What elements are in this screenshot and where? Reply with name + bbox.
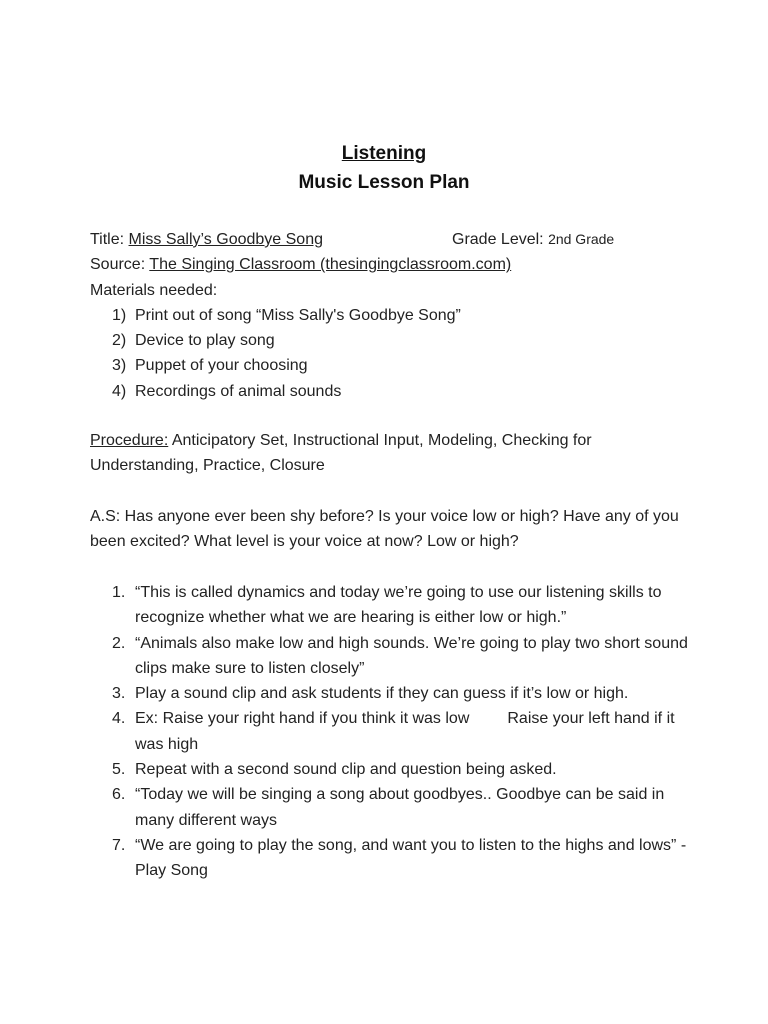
list-item [90, 580, 690, 631]
list-number: 2) [112, 332, 127, 350]
doc-heading-listening: Listening [341, 143, 427, 164]
list-text: “Today we will be singing a song about goodbyes.. Goodbye can be said in many different ways [135, 786, 665, 829]
procedure-paragraph [90, 428, 690, 479]
list-number: 3. [112, 685, 126, 703]
materials-label: Materials needed: [90, 281, 218, 299]
list-item [90, 379, 690, 404]
list-text: Print out of song “Miss Sally's Goodbye Song” [135, 306, 461, 324]
list-number: 3) [112, 357, 127, 375]
grade-label: Grade Level: [452, 231, 549, 248]
list-item [90, 328, 690, 353]
doc-heading-lesson-plan: Music Lesson Plan [298, 172, 470, 193]
list-item [90, 706, 690, 757]
list-text: Device to play song [135, 332, 275, 350]
list-text-continued: Raise your left hand if it was high [135, 710, 675, 753]
list-number: 7. [112, 836, 126, 854]
source-value: The Singing Classroom (thesingingclassroom.com) [149, 256, 512, 274]
grade-value: 2nd Grade [548, 231, 615, 247]
list-text: Recordings of animal sounds [135, 382, 342, 400]
grade-level [452, 227, 614, 252]
list-item [90, 631, 690, 682]
list-text: Ex: Raise your right hand if you think it was low [135, 710, 470, 728]
list-number: 6. [112, 786, 126, 804]
list-number: 5. [112, 761, 126, 779]
source-label: Source: [90, 256, 150, 274]
title-value: Miss Sally’s Goodbye Song [128, 231, 323, 248]
list-item [90, 303, 690, 328]
list-text: “Animals also make low and high sounds. We’re going to play two short sound clips make sure to listen closely” [135, 634, 688, 677]
list-item [90, 833, 690, 884]
list-number: 1. [112, 584, 126, 601]
list-number: 1) [112, 306, 127, 324]
source-row [90, 252, 690, 277]
list-number: 4) [112, 382, 127, 400]
list-number: 2. [112, 634, 126, 652]
materials-list [90, 303, 690, 404]
list-number: 4. [112, 710, 126, 728]
anticipatory-set-paragraph: A.S: Has anyone ever been shy before? Is your voice low or high? Have any of you been excited? What level is your voice at now? Low or high? [90, 508, 679, 551]
procedure-label: Procedure: [90, 432, 169, 449]
list-item [90, 757, 690, 782]
list-text: Puppet of your choosing [135, 357, 308, 375]
list-text: “We are going to play the song, and want you to listen to the highs and lows” -Play Song [135, 836, 687, 880]
list-text: Repeat with a second sound clip and question being asked. [135, 761, 557, 779]
list-text: Play a sound clip and ask students if they can guess if it’s low or high. [135, 685, 629, 703]
lesson-meta [90, 227, 690, 404]
title-row [90, 227, 690, 252]
list-item [90, 782, 690, 833]
title-label: Title: [90, 231, 129, 248]
lesson-steps-list [90, 580, 690, 884]
list-item [90, 681, 690, 706]
procedure-text: Anticipatory Set, Instructional Input, Modeling, Checking for Understanding, Practice, Closure [90, 432, 592, 475]
list-text: “This is called dynamics and today we’re going to use our listening skills to recognize whether what we are hearing is either low or high.” [135, 584, 662, 627]
list-item [90, 353, 690, 378]
